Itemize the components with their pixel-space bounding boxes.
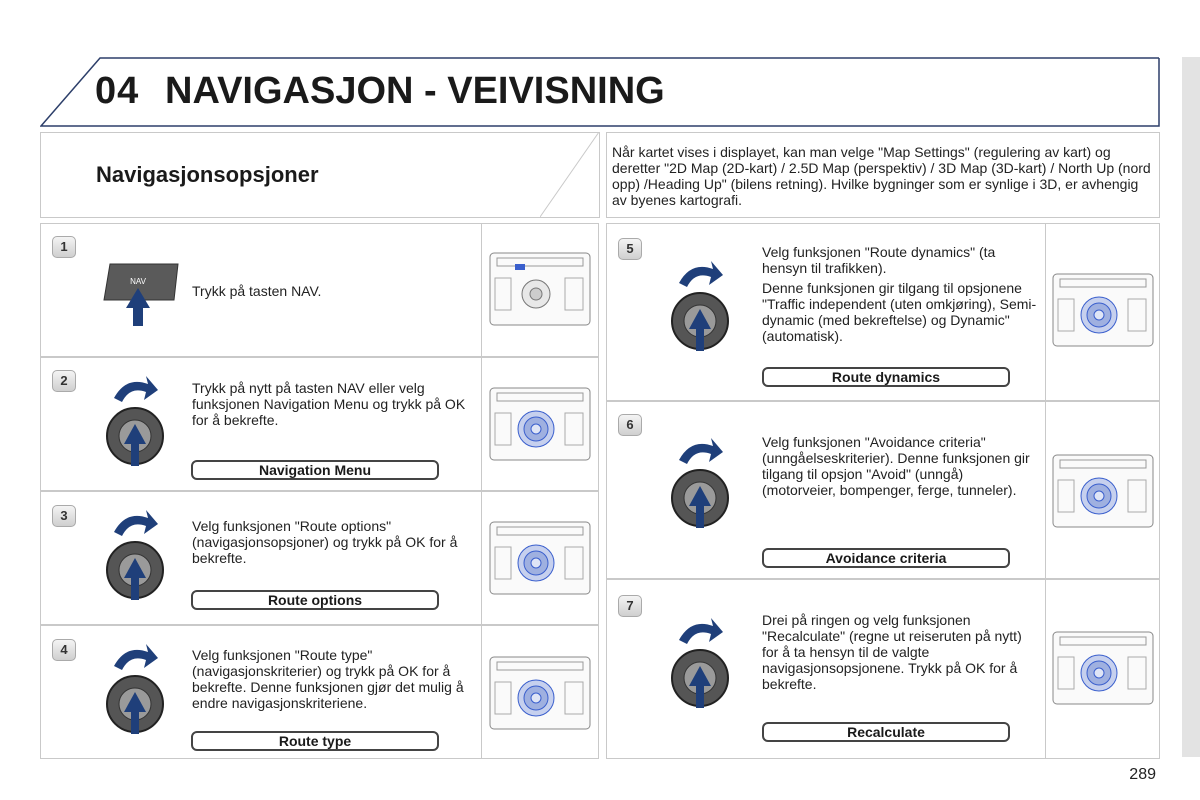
step-2-text: Trykk på nytt på tasten NAV eller velg funksjonen Navigation Menu og trykk på OK for å bekrefte. xyxy=(192,380,466,428)
radio-unit-icon xyxy=(489,521,591,595)
step-7-badge: 7 xyxy=(618,595,642,617)
radio-unit-icon xyxy=(1052,454,1154,528)
nav-key-label: NAV xyxy=(130,277,146,286)
step-6-text: Velg funksjonen "Avoidance criteria" (unngåelseskriterier). Denne funksjonen gir tilgang til opsjon "Avoid" (unngå) (motorveier, bompenger, ferge, tunneler). xyxy=(762,434,1030,498)
rotary-knob-icon xyxy=(100,504,170,614)
nav-key-icon xyxy=(100,258,180,328)
step-6-badge: 6 xyxy=(618,414,642,436)
radio-unit-icon xyxy=(489,387,591,461)
route-type-button[interactable]: Route type xyxy=(191,731,439,751)
route-options-button[interactable]: Route options xyxy=(191,590,439,610)
page-edge-tab xyxy=(1182,57,1200,757)
step-4-text: Velg funksjonen "Route type" (navigasjonskriterier) og trykk på OK for å bekrefte. Denne funksjonen gjør det mulig å endre navigasjonskriteriene. xyxy=(192,647,464,711)
rotary-knob-icon xyxy=(100,638,170,748)
section-title: Navigasjonsopsjoner xyxy=(96,162,319,187)
navigation-menu-button[interactable]: Navigation Menu xyxy=(191,460,439,480)
page-number: 289 xyxy=(1129,766,1156,783)
chapter-title: NAVIGASJON - VEIVISNING xyxy=(165,70,665,112)
step-7-text: Drei på ringen og velg funksjonen "Recalculate" (regne ut reiseruten på nytt) for å ta hensyn til de valgte navigasjonsopsjonene. Trykk på OK for å bekrefte. xyxy=(762,612,1022,692)
step-4-badge: 4 xyxy=(52,639,76,661)
section-title-corner xyxy=(540,132,600,218)
intro-text: Når kartet vises i displayet, kan man velge "Map Settings" (regulering av kart) og deretter "2D Map (2D-kart) / 2.5D Map (perspektiv) / 3D Map (3D-kart) / North Up (nord opp) /Heading Up" (bilens retning). Hvilke bygninger som er synlige i 3D, er avhengig av byenes kartografi. xyxy=(612,144,1151,208)
chapter-number: 04 xyxy=(95,70,140,112)
rotary-knob-icon xyxy=(100,370,170,480)
radio-unit-icon xyxy=(1052,273,1154,347)
step-3-badge: 3 xyxy=(52,505,76,527)
route-dynamics-button[interactable]: Route dynamics xyxy=(762,367,1010,387)
avoidance-criteria-button[interactable]: Avoidance criteria xyxy=(762,548,1010,568)
step-5-text: Velg funksjonen "Route dynamics" (ta hensyn til trafikken). xyxy=(762,244,996,276)
step-5-badge: 5 xyxy=(618,238,642,260)
step-3-text: Velg funksjonen "Route options" (navigasjonsopsjoner) og trykk på OK for å bekrefte. xyxy=(192,518,458,566)
recalculate-button[interactable]: Recalculate xyxy=(762,722,1010,742)
rotary-knob-icon xyxy=(665,432,735,542)
rotary-knob-icon xyxy=(665,612,735,722)
step-2-badge: 2 xyxy=(52,370,76,392)
radio-unit-icon xyxy=(1052,631,1154,705)
step-1-badge: 1 xyxy=(52,236,76,258)
rotary-knob-icon xyxy=(665,255,735,365)
step-1-text: Trykk på tasten NAV. xyxy=(192,283,322,299)
step-5-text-2: Denne funksjonen gir tilgang til opsjonene "Traffic independent (uten omkjøring), Semi-dynamic (med bekreftelse) og Dynamic" (automatisk). xyxy=(762,280,1037,344)
radio-unit-icon xyxy=(489,252,591,326)
radio-unit-icon xyxy=(489,656,591,730)
